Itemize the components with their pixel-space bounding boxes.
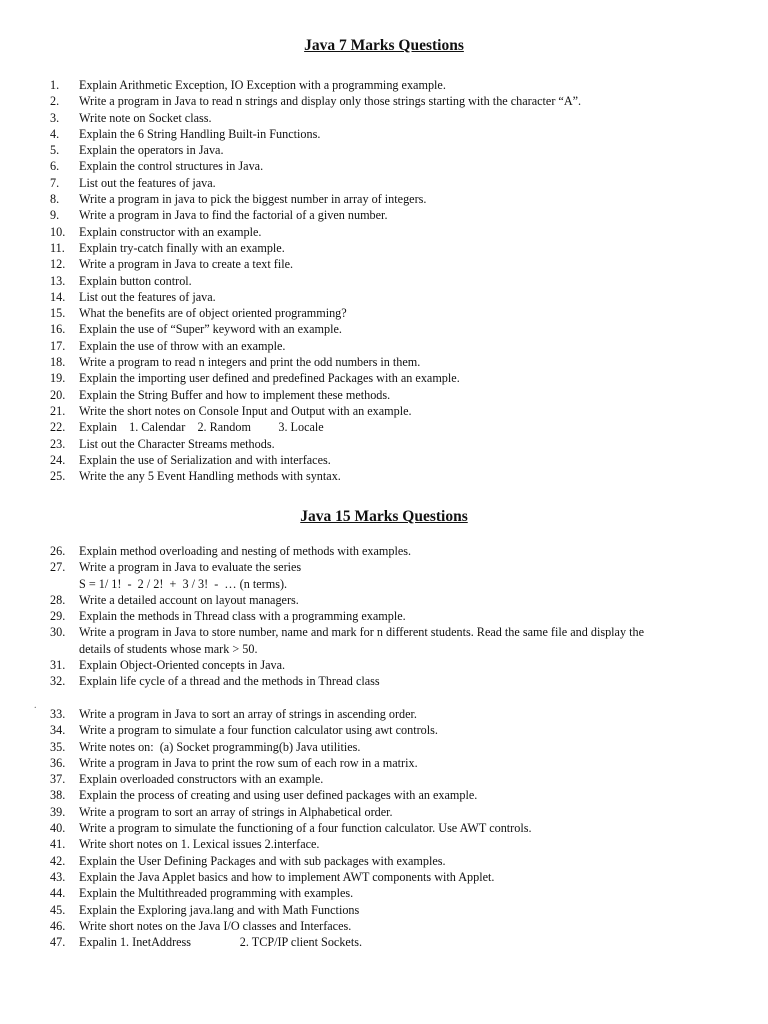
question-item	[50, 191, 740, 207]
question-text: Write a program in Java to print the row sum of each row in a matrix.	[79, 755, 418, 770]
question-item	[50, 543, 740, 559]
question-number: 11.	[50, 240, 65, 255]
question-number: 6.	[50, 159, 60, 174]
question-item	[50, 885, 740, 901]
question-number: 12.	[50, 257, 66, 272]
question-text: Explain method overloading and nesting of methods with examples.	[79, 544, 412, 558]
question-item	[50, 820, 740, 836]
question-text: Write a program in Java to evaluate the series	[79, 560, 302, 575]
question-item	[50, 240, 740, 256]
question-item	[50, 902, 740, 918]
question-text: Write note on Socket class.	[79, 110, 212, 125]
question-number: 19.	[50, 371, 66, 386]
question-text: Explain button control.	[79, 273, 192, 288]
question-text: Write a program in Java to sort an array of strings in ascending order.	[79, 707, 417, 721]
question-number: 44.	[50, 886, 66, 901]
question-item	[50, 207, 740, 223]
question-text: List out the features of java.	[79, 289, 216, 304]
question-number: 18.	[50, 355, 66, 370]
question-number: 33.	[50, 707, 66, 721]
question-number: 32.	[50, 674, 66, 689]
question-text: Explain the operators in Java.	[79, 143, 224, 158]
question-text: Explain the String Buffer and how to implement these methods.	[79, 387, 391, 402]
question-number: 13.	[50, 273, 66, 288]
question-text: Write a program in Java to read n strings and display only those strings starting with the character “A”.	[79, 94, 582, 109]
question-number: 20.	[50, 387, 66, 402]
question-item	[50, 403, 740, 419]
question-item	[50, 142, 740, 158]
question-number: 31.	[50, 658, 66, 673]
question-text: Expalin 1. InetAddress 2. TCP/IP client Sockets.	[79, 935, 362, 950]
question-number: 10.	[50, 224, 66, 239]
question-item	[50, 289, 740, 305]
question-item	[50, 468, 740, 484]
question-continuation: S = 1/ 1! - 2 / 2! + 3 / 3! - … (n terms).	[79, 576, 288, 591]
question-item	[50, 624, 740, 640]
question-item	[50, 175, 740, 191]
question-list-15-marks-part2	[50, 706, 740, 950]
question-item	[50, 256, 740, 272]
question-item	[50, 771, 740, 787]
question-number: 37.	[50, 772, 66, 787]
question-text: Explain Object-Oriented concepts in Java.	[79, 658, 286, 673]
question-item	[50, 354, 740, 370]
question-number: 25.	[50, 469, 66, 484]
question-text: List out the Character Streams methods.	[79, 436, 275, 451]
question-item	[50, 722, 740, 738]
question-number: 28.	[50, 592, 66, 607]
question-number: 34.	[50, 723, 66, 738]
question-number: 35.	[50, 739, 66, 754]
question-item	[50, 853, 740, 869]
question-text: Explain the use of Serialization and with interfaces.	[79, 452, 331, 467]
question-item	[50, 739, 740, 755]
question-text: Explain the 6 String Handling Built-in Functions.	[79, 126, 321, 141]
question-item	[50, 706, 740, 722]
question-text: Explain the process of creating and using user defined packages with an example.	[79, 788, 478, 803]
question-number: 39.	[50, 804, 66, 819]
question-item	[50, 869, 740, 885]
question-text: Write a program to read n integers and print the odd numbers in them.	[79, 355, 421, 370]
question-text: What the benefits are of object oriented programming?	[79, 306, 347, 321]
question-number: 1.	[50, 78, 60, 92]
question-number: 9.	[50, 208, 60, 223]
question-text: Write a program to sort an array of strings in Alphabetical order.	[79, 804, 393, 819]
question-item	[50, 918, 740, 934]
question-item	[50, 836, 740, 852]
question-text: Write a program in Java to create a text file.	[79, 257, 294, 272]
question-number: 15.	[50, 306, 66, 321]
question-text: Explain the methods in Thread class with a programming example.	[79, 609, 406, 624]
question-text: Explain the Multithreaded programming with examples.	[79, 886, 354, 901]
question-number: 29.	[50, 609, 66, 624]
question-text: Explain the control structures in Java.	[79, 159, 264, 174]
question-number: 7.	[50, 175, 60, 190]
question-text: Explain overloaded constructors with an example.	[79, 772, 324, 787]
question-number: 47.	[50, 935, 66, 950]
question-number: 4.	[50, 126, 60, 141]
question-item	[50, 755, 740, 771]
question-text: Explain the Java Applet basics and how to implement AWT components with Applet.	[79, 869, 495, 884]
question-number: 27.	[50, 560, 66, 575]
question-text: Explain the User Defining Packages and with sub packages with examples.	[79, 853, 446, 868]
question-text: Write a detailed account on layout managers.	[79, 592, 299, 607]
question-text: Write the any 5 Event Handling methods with syntax.	[79, 469, 341, 484]
question-item	[50, 93, 740, 109]
question-item	[50, 273, 740, 289]
question-number: 17.	[50, 338, 66, 353]
question-text: Write a program in java to pick the biggest number in array of integers.	[79, 192, 427, 207]
question-item	[50, 126, 740, 142]
question-number: 36.	[50, 755, 66, 770]
question-item	[50, 419, 740, 435]
question-text: Write short notes on 1. Lexical issues 2.interface.	[79, 837, 320, 852]
question-number: 40.	[50, 821, 66, 836]
question-number: 46.	[50, 918, 66, 933]
question-number: 22.	[50, 420, 66, 435]
question-text: Explain the use of “Super” keyword with an example.	[79, 322, 342, 337]
question-text: Explain 1. Calendar 2. Random 3. Locale	[79, 420, 324, 435]
question-item	[50, 452, 740, 468]
question-number: 43.	[50, 869, 66, 884]
question-item	[50, 804, 740, 820]
question-text: Write a program to simulate a four function calculator using awt controls.	[79, 723, 438, 738]
question-item	[50, 657, 740, 673]
question-number: 8.	[50, 192, 60, 207]
question-item	[50, 77, 740, 93]
question-text: List out the features of java.	[79, 175, 216, 190]
section-heading-15-marks: Java 15 Marks Questions	[300, 508, 468, 525]
question-number: 24.	[50, 452, 66, 467]
question-item	[50, 673, 740, 689]
question-item	[50, 592, 740, 608]
question-item	[50, 370, 740, 386]
question-number: 16.	[50, 322, 66, 337]
question-item	[50, 158, 740, 174]
question-text: Write a program in Java to find the factorial of a given number.	[79, 208, 388, 223]
question-continuation: details of students whose mark > 50.	[79, 641, 258, 656]
question-text: Write short notes on the Java I/O classes and Interfaces.	[79, 918, 352, 933]
stray-mark: .	[34, 700, 37, 711]
question-text: Write a program in Java to store number, name and mark for n different students. Read the same file and display the	[79, 625, 644, 640]
question-number: 14.	[50, 289, 66, 304]
section-heading-7-marks: Java 7 Marks Questions	[304, 37, 464, 54]
question-list-7-marks	[50, 77, 740, 484]
question-text: Write the short notes on Console Input and Output with an example.	[79, 403, 412, 418]
question-number: 5.	[50, 143, 60, 158]
question-item	[50, 338, 740, 354]
question-number: 45.	[50, 902, 66, 917]
question-item	[50, 224, 740, 240]
question-text: Explain constructor with an example.	[79, 224, 262, 239]
question-text: Explain the use of throw with an example.	[79, 338, 286, 353]
question-item	[50, 608, 740, 624]
question-number: 38.	[50, 788, 66, 803]
question-number: 2.	[50, 94, 60, 109]
question-list-15-marks-part1	[50, 543, 740, 690]
question-text: Explain Arithmetic Exception, IO Exception with a programming example.	[79, 78, 446, 92]
question-text: Write a program to simulate the functioning of a four function calculator. Use AWT controls.	[79, 821, 532, 836]
question-text: Explain the importing user defined and predefined Packages with an example.	[79, 371, 460, 386]
question-number: 23.	[50, 436, 66, 451]
question-item	[50, 436, 740, 452]
question-item	[50, 787, 740, 803]
question-item	[50, 559, 740, 575]
question-number: 3.	[50, 110, 60, 125]
question-item	[50, 387, 740, 403]
question-text: Explain life cycle of a thread and the methods in Thread class	[79, 674, 380, 689]
question-text: Explain try-catch finally with an example.	[79, 240, 285, 255]
question-item	[50, 321, 740, 337]
question-number: 30.	[50, 625, 66, 640]
question-number: 42.	[50, 853, 66, 868]
question-item	[50, 934, 740, 950]
question-number: 26.	[50, 544, 66, 558]
question-number: 21.	[50, 403, 66, 418]
question-item	[50, 305, 740, 321]
question-text: Write notes on: (a) Socket programming(b) Java utilities.	[79, 739, 361, 754]
question-item	[50, 110, 740, 126]
question-text: Explain the Exploring java.lang and with Math Functions	[79, 902, 360, 917]
question-number: 41.	[50, 837, 66, 852]
